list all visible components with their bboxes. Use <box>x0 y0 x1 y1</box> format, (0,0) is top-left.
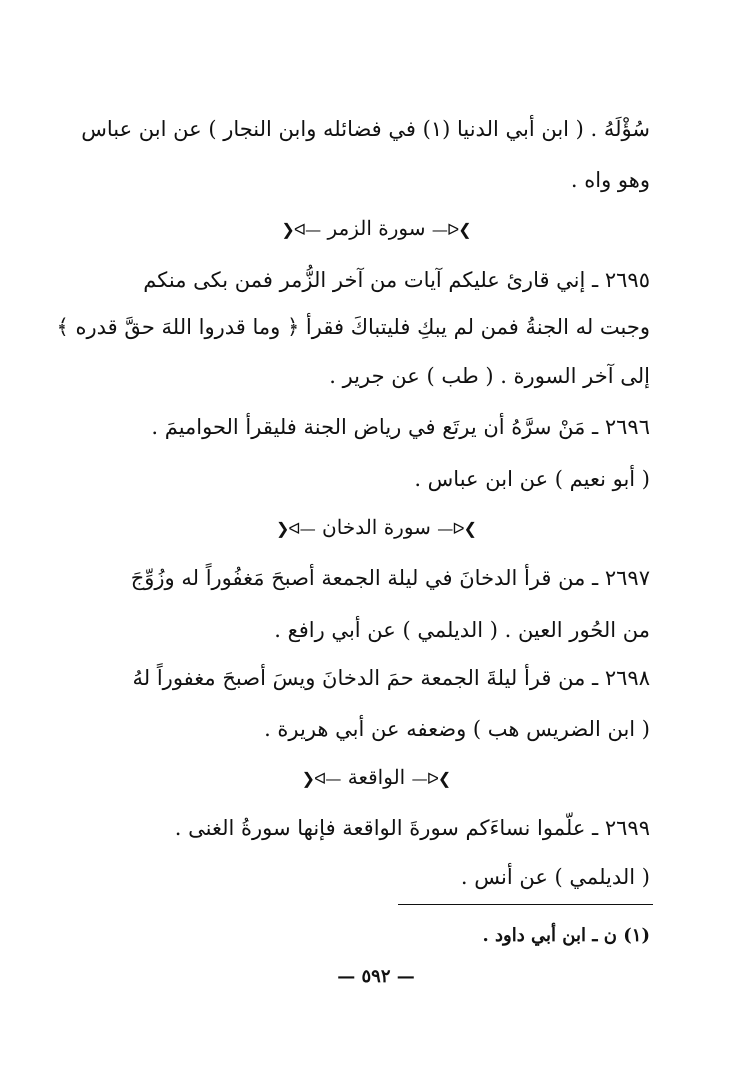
hadith-2698-line: ٢٦٩٨ ـ من قرأ ليلةَ الجمعة حمَ الدخانَ ويسَ أصبحَ مغفوراً لهُ <box>132 666 650 690</box>
ornament-icon: ❯ᐅ— <box>431 220 471 239</box>
page-number: — ٥٩٢ — <box>337 966 415 987</box>
hadith-2695-line: وجبت له الجنةُ فمن لم يبكِ فليتباكَ فقرأ ﴿ وما قدروا اللهَ حقَّ قدره ﴾ <box>56 315 650 339</box>
hadith-2696-line: ٢٦٩٦ ـ مَنْ سرَّهُ أن يرتَع في رياض الجنة فليقرأ الحواميمَ . <box>151 415 650 439</box>
hadith-2699-line: ٢٦٩٩ ـ علّموا نساءَكم سورةَ الواقعة فإنها سورةُ الغنى . <box>174 816 650 840</box>
ornament-icon: —ᐊ❮ <box>275 519 316 538</box>
ornament-icon: ❯ᐅ— <box>437 519 477 538</box>
hadith-2697-line: من الحُور العين . ( الديلمي ) عن أبي رافع . <box>274 618 650 642</box>
hadith-2699-line: ( الديلمي ) عن أنس . <box>460 865 650 889</box>
ornament-icon: —ᐊ❮ <box>281 220 322 239</box>
section-heading-dukhan <box>0 510 752 546</box>
text-line: سُؤْلَهُ . ( ابن أبي الدنيا (١) في فضائله وابن النجار ) عن ابن عباس <box>81 117 650 141</box>
hadith-2695-line: ٢٦٩٥ ـ إني قارئ عليكم آيات من آخر الزُّمر فمن بكى منكم <box>143 268 650 292</box>
ornament-icon: —ᐊ❮ <box>301 769 342 788</box>
ornament-icon: ❯ᐅ— <box>411 769 451 788</box>
section-title: الواقعة <box>347 765 406 789</box>
footnote: (١) ن ـ ابن أبي داود . <box>482 925 650 946</box>
hadith-2697-line: ٢٦٩٧ ـ من قرأ الدخانَ في ليلة الجمعة أصبحَ مَغفُوراً له وزُوِّجَ <box>130 566 650 590</box>
hadith-2695-line: إلى آخر السورة . ( طب ) عن جرير . <box>329 364 650 388</box>
hadith-2696-line: ( أبو نعيم ) عن ابن عباس . <box>414 467 650 491</box>
text-line: وهو واه . <box>570 168 650 192</box>
footnote-divider <box>398 904 653 905</box>
hadith-2698-line: ( ابن الضريس هب ) وضعفه عن أبي هريرة . <box>264 717 650 741</box>
section-title: سورة الزمر <box>327 216 426 240</box>
section-title: سورة الدخان <box>322 515 431 539</box>
section-heading-zumar <box>0 211 752 247</box>
section-heading-waqia <box>0 760 752 796</box>
